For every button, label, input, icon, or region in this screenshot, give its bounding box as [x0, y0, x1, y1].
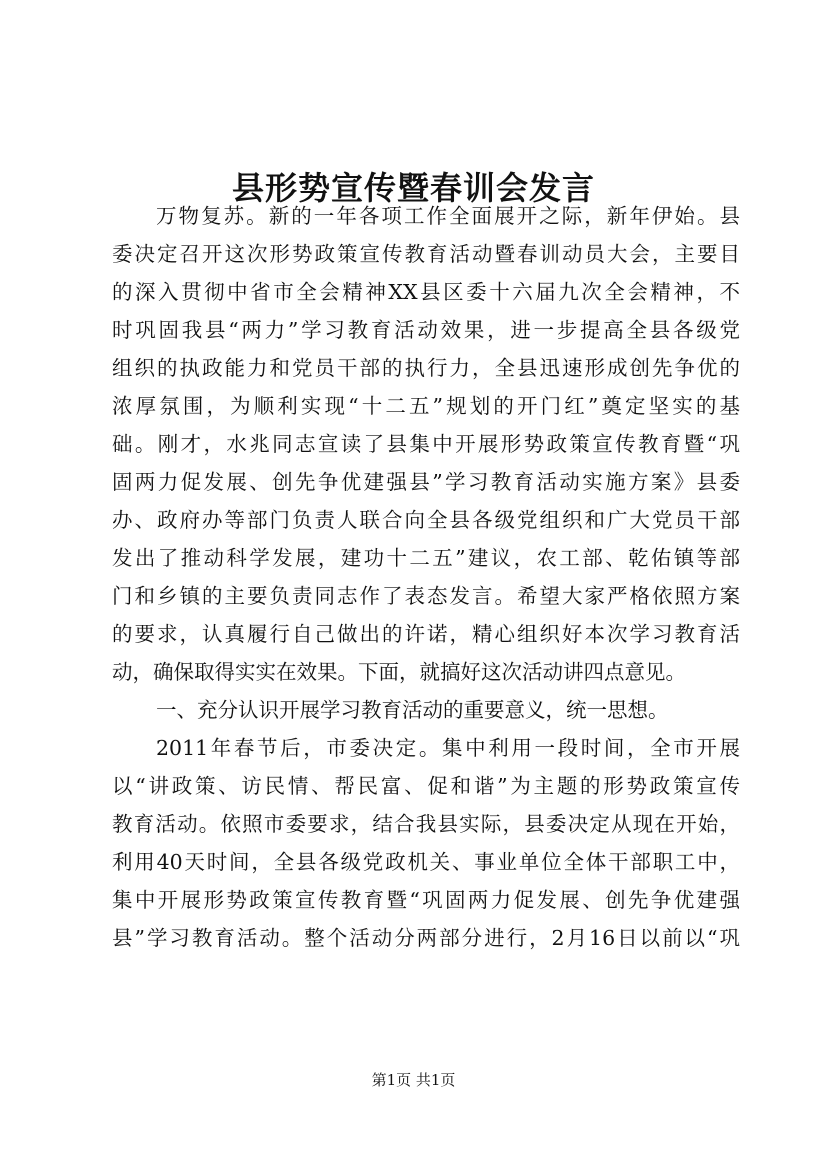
page-footer: 第1页 共1页 [371, 1071, 456, 1089]
paragraph-line: 教育活动。依照市委要求，结合我县实际，县委决定从现在开始， [112, 812, 740, 836]
paragraph-line: 础。刚才，水兆同志宣读了县集中开展形势政策宣传教育暨“巩 [112, 432, 740, 456]
document-title: 县形势宣传暨春训会发言 [231, 169, 595, 208]
paragraph-line: 发出了推动科学发展，建功十二五”建议，农工部、乾佑镇等部 [112, 546, 740, 570]
paragraph-line: 委决定召开这次形势政策宣传教育活动暨春训动员大会，主要目 [112, 242, 740, 266]
paragraph-line: 以“讲政策、访民情、帮民富、促和谐”为主题的形势政策宣传 [112, 774, 740, 798]
paragraph-line: 的要求，认真履行自己做出的许诺，精心组织好本次学习教育活 [112, 622, 740, 646]
paragraph-line: 办、政府办等部门负责人联合向全县各级党组织和广大党员干部 [112, 508, 740, 532]
paragraph-line: 2011年春节后，市委决定。集中利用一段时间，全市开展 [156, 736, 740, 760]
paragraph-line: 时巩固我县“两力”学习教育活动效果，进一步提高全县各级党 [112, 318, 740, 342]
document-body [112, 197, 740, 957]
paragraph-line: 县”学习教育活动。整个活动分两部分进行，2月16日以前以“巩 [112, 926, 740, 950]
paragraph-line: 门和乡镇的主要负责同志作了表态发言。希望大家严格依照方案 [112, 584, 740, 608]
paragraph-line: 的深入贯彻中省市全会精神XX县区委十六届九次全会精神，不 [112, 280, 740, 304]
paragraph-line: 固两力促发展、创先争优建强县”学习教育活动实施方案》县委 [112, 470, 740, 494]
paragraph-line: 万物复苏。新的一年各项工作全面展开之际，新年伊始。县 [156, 204, 740, 228]
paragraph-line: 动，确保取得实实在效果。下面，就搞好这次活动讲四点意见。 [112, 660, 686, 684]
paragraph-line: 集中开展形势政策宣传教育暨“巩固两力促发展、创先争优建强 [112, 888, 740, 912]
paragraph-line: 利用40天时间，全县各级党政机关、事业单位全体干部职工中， [112, 850, 740, 874]
paragraph-line: 浓厚氛围，为顺利实现“十二五”规划的开门红”奠定坚实的基 [112, 394, 740, 418]
section-heading: 一、充分认识开展学习教育活动的重要意义，统一思想。 [156, 698, 669, 722]
paragraph-line: 组织的执政能力和党员干部的执行力，全县迅速形成创先争优的 [112, 356, 740, 380]
